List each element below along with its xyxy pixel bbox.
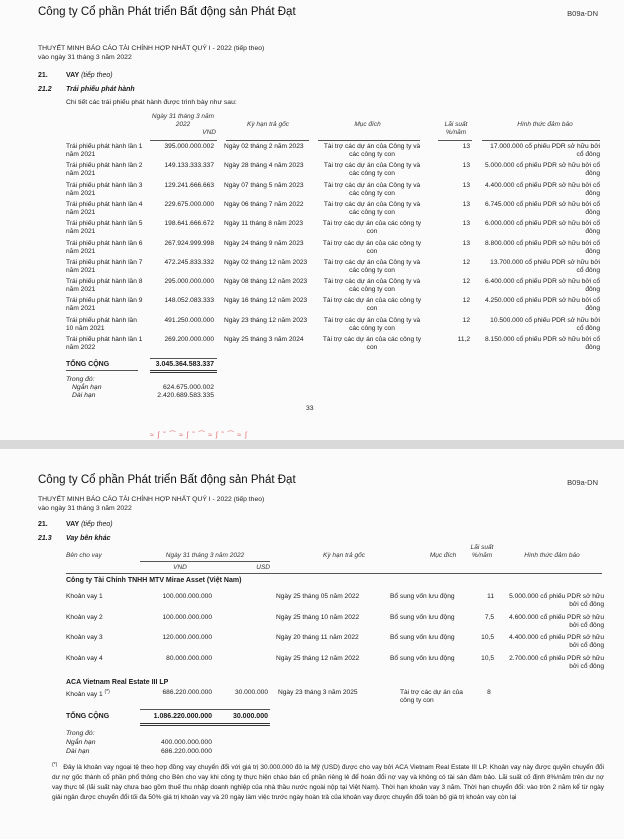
form-code: B09a-DN xyxy=(567,9,598,18)
section-title-text: VAY xyxy=(66,72,80,79)
header-term: Kỳ hạn trả gốc xyxy=(247,121,289,128)
bond-amount: 395.000.000.002 xyxy=(164,143,214,150)
subsection-title: Trái phiếu phát hành xyxy=(66,86,135,93)
bond-name: Trái phiếu phát hành lần 10 năm 2021 xyxy=(66,316,137,332)
stamp-residue: ≈ ʃ ˜ ⁀ ≈ ʃ ˜ ⁀ ≈ ʃ ˜ ⁀ ≈ ʃ xyxy=(150,432,248,439)
header-usd: USD xyxy=(256,564,270,571)
loan-term: Ngày 25 tháng 05 năm 2022 xyxy=(276,593,360,600)
footnote-mark: (*) xyxy=(52,762,58,768)
aca-loan-name xyxy=(66,689,110,699)
bond-rate: 12 xyxy=(462,297,470,305)
bond-purpose: Tài trợ các dự án của các công ty con xyxy=(322,220,422,236)
bond-amount: 491.250.000.000 xyxy=(164,316,214,324)
bond-rate: 13 xyxy=(462,162,470,170)
bond-purpose: Tài trợ các dự án của Công ty và các công ty con xyxy=(323,181,421,197)
total-top-rule xyxy=(140,709,270,710)
section-suffix: (tiếp theo) xyxy=(81,521,113,528)
subsection-title: Vay bên khác xyxy=(66,535,111,542)
short-term-amount: 400.000.000.000 xyxy=(160,739,212,746)
total-label: TỔNG CỘNG xyxy=(66,713,110,720)
header-amount-rule xyxy=(140,561,270,562)
bond-name: Trái phiếu phát hành lần 5 năm 2021 xyxy=(66,220,143,236)
loan-term: Ngày 25 tháng 10 năm 2022 xyxy=(276,613,360,621)
report-date: vào ngày 31 tháng 3 năm 2022 xyxy=(38,505,132,512)
bond-collateral: 17.000.000 cổ phiếu PDR sở hữu bởi cổ đông xyxy=(490,143,600,159)
bond-rate: 13 xyxy=(462,181,470,189)
loan-amount-vnd: 100.000.000.000 xyxy=(162,593,212,600)
bond-rate: 13 xyxy=(462,143,470,150)
short-term-label: Ngắn hạn xyxy=(72,384,102,391)
bond-term: Ngày 08 tháng 12 năm 2023 xyxy=(224,278,308,286)
loan-purpose: Bổ sung vốn lưu động xyxy=(390,593,455,600)
loan-name: Khoản vay 2 xyxy=(66,613,103,621)
bond-term: Ngày 28 tháng 4 năm 2023 xyxy=(224,162,304,170)
header-purpose: Mục đích xyxy=(429,552,457,559)
section-number: 21. xyxy=(38,521,48,528)
loan-amount-vnd: 100.000.000.000 xyxy=(162,613,212,621)
bond-amount: 148.052.083.333 xyxy=(164,297,214,305)
form-code: B09a-DN xyxy=(567,478,598,487)
header-amount-date: Ngày 31 tháng 3 năm 2022 xyxy=(151,113,215,129)
bond-amount: 229.675.000.000 xyxy=(164,200,214,208)
total-top-rule xyxy=(150,358,217,359)
bond-amount: 295.000.000.000 xyxy=(164,278,214,286)
of-which-label: Trong đó: xyxy=(66,730,95,737)
header-rate: Lãi suất %/năm xyxy=(470,544,494,560)
bond-purpose: Tài trợ các dự án của Công ty và các công ty con xyxy=(323,258,421,274)
bond-rate: 11,2 xyxy=(457,336,470,343)
header-purpose: Mục đích xyxy=(354,121,381,128)
document-page-2 xyxy=(0,449,624,839)
total-amount: 3.045.364.583.337 xyxy=(155,361,214,368)
header-amount-unit: VND xyxy=(202,129,216,137)
header-rule-collateral xyxy=(482,140,600,141)
loan-rate: 11 xyxy=(487,593,494,600)
footnote-text xyxy=(52,762,604,803)
long-term-amount: 2.420.689.583.335 xyxy=(157,392,214,399)
subsection-number: 21.2 xyxy=(38,86,52,93)
short-term-label: Ngắn hạn xyxy=(66,739,96,746)
intro-text: Chi tiết các trái phiếu phát hành được trình bày như sau: xyxy=(66,99,237,106)
loan-amount-vnd: 80.000.000.000 xyxy=(166,654,212,662)
bond-term: Ngày 06 tháng 7 năm 2022 xyxy=(224,200,304,208)
subsection-number: 21.3 xyxy=(38,535,52,542)
bond-collateral: 8.800.000 cổ phiếu PDR sở hữu bởi cổ đông xyxy=(485,239,600,255)
aca-loan-usd: 30.000.000 xyxy=(234,689,268,696)
company-name: Công ty Cổ phần Phát triển Bất động sản Phát Đạt xyxy=(38,474,296,486)
bond-collateral: 13.700.000 cổ phiếu PDR sở hữu bởi cổ đông xyxy=(490,258,600,274)
section-title xyxy=(66,521,113,529)
loan-purpose: Bổ sung vốn lưu động xyxy=(390,613,455,621)
bond-amount: 129.241.666.663 xyxy=(164,181,214,189)
header-amount xyxy=(150,113,216,137)
total-label: TỔNG CỘNG xyxy=(66,361,110,368)
of-which-label: Trong đó: xyxy=(66,376,95,383)
aca-loan-label: Khoản vay 1 xyxy=(66,691,103,699)
bond-term: Ngày 02 tháng 12 năm 2023 xyxy=(224,258,308,266)
aca-loan-mark: (*) xyxy=(104,689,110,695)
bond-name: Trái phiếu phát hành lần 7 năm 2021 xyxy=(66,258,143,274)
bond-term: Ngày 02 tháng 2 năm 2023 xyxy=(224,143,304,150)
loan-name: Khoản vay 3 xyxy=(66,634,103,641)
total-usd: 30.000.000 xyxy=(232,713,268,720)
report-title: THUYẾT MINH BÁO CÁO TÀI CHÍNH HỢP NHẤT QUÝ I - 2022 (tiếp theo) xyxy=(38,45,265,52)
bond-name: Trái phiếu phát hành lần 1 năm 2021 xyxy=(66,143,143,159)
aca-loan-rate: 8 xyxy=(487,689,491,696)
loan-term: Ngày 25 tháng 12 năm 2022 xyxy=(276,654,360,662)
loan-collateral: 2.700.000 cổ phiếu PDR sở hữu bởi cổ đông xyxy=(509,654,604,670)
header-amount: Ngày 31 tháng 3 năm 2022 xyxy=(165,552,245,559)
bond-purpose: Tài trợ các dự án của các công ty con xyxy=(322,336,422,352)
loan-name: Khoản vay 1 xyxy=(66,593,103,600)
loan-rate: 10,5 xyxy=(481,634,494,641)
bond-term: Ngày 24 tháng 9 năm 2023 xyxy=(224,239,304,247)
header-collateral: Hình thức đảm bảo xyxy=(517,121,573,128)
header-rule-purpose xyxy=(318,140,420,141)
section-title xyxy=(66,72,113,80)
lender-group-mirae: Công ty Tài Chính TNHH MTV Mirae Asset (Việt Nam) xyxy=(66,577,242,584)
aca-loan-purpose: Tài trợ các dự án của công ty con xyxy=(400,689,463,705)
loan-collateral: 5.000.000 cổ phiếu PDR sở hữu bởi cổ đông xyxy=(509,593,604,609)
bond-name: Trái phiếu phát hành lần 1 năm 2022 xyxy=(66,336,143,352)
long-term-label: Dài hạn xyxy=(72,392,96,399)
bond-collateral: 8.150.000 cổ phiếu PDR sở hữu bởi cổ đông xyxy=(485,336,600,352)
header-rule-rate xyxy=(438,140,472,141)
footnote xyxy=(52,762,604,803)
bond-purpose: Tài trợ các dự án của Công ty và các công ty con xyxy=(323,200,421,216)
bond-term: Ngày 11 tháng 8 năm 2023 xyxy=(224,220,304,228)
bond-term: Ngày 07 tháng 5 năm 2023 xyxy=(224,181,304,189)
loan-term: Ngày 20 tháng 11 năm 2022 xyxy=(276,634,359,641)
bond-amount: 269.200.000.000 xyxy=(164,336,214,343)
lender-group-aca: ACA Vietnam Real Estate III LP xyxy=(66,679,169,686)
loan-collateral: 4.400.000 cổ phiếu PDR sở hữu bởi cổ đông xyxy=(509,634,604,650)
bond-rate: 12 xyxy=(462,258,470,266)
bond-amount: 198.641.666.672 xyxy=(164,220,214,228)
header-collateral: Hình thức đảm bảo xyxy=(524,552,580,559)
report-date: vào ngày 31 tháng 3 năm 2022 xyxy=(38,54,132,61)
bond-collateral: 6.000.000 cổ phiếu PDR sở hữu bởi cổ đông xyxy=(485,220,600,236)
section-suffix: (tiếp theo) xyxy=(81,72,113,79)
header-lender: Bên cho vay xyxy=(66,552,102,559)
long-term-label: Dài hạn xyxy=(66,748,90,755)
company-name: Công ty Cổ phần Phát triển Bất động sản Phát Đạt xyxy=(38,6,296,18)
bond-rate: 13 xyxy=(462,239,470,247)
total-vnd: 1.086.220.000.000 xyxy=(153,713,212,720)
aca-loan-vnd: 686.220.000.000 xyxy=(162,689,212,696)
bond-rate: 12 xyxy=(462,278,470,286)
bond-name: Trái phiếu phát hành lần 2 năm 2021 xyxy=(66,162,143,178)
aca-loan-term: Ngày 23 tháng 3 năm 2025 xyxy=(278,689,358,696)
header-term: Kỳ hạn trả gốc xyxy=(323,552,365,559)
header-rule-amount xyxy=(150,140,217,141)
page-number: 33 xyxy=(306,405,314,412)
long-term-amount: 686.220.000.000 xyxy=(160,748,212,755)
loan-name: Khoản vay 4 xyxy=(66,654,103,662)
bond-name: Trái phiếu phát hành lần 6 năm 2021 xyxy=(66,239,143,255)
loan-amount-vnd: 120.000.000.000 xyxy=(162,634,212,641)
loan-purpose: Bổ sung vốn lưu động xyxy=(390,654,455,662)
bond-purpose: Tài trợ các dự án của Công ty và các công ty con xyxy=(323,316,421,332)
short-term-amount: 624.675.000.002 xyxy=(162,384,214,391)
loan-rate: 10,5 xyxy=(481,654,494,662)
bond-collateral: 4.250.000 cổ phiếu PDR sở hữu bởi cổ đông xyxy=(485,297,600,313)
bond-rate: 13 xyxy=(462,220,470,228)
loan-rate: 7,5 xyxy=(484,613,494,621)
bond-term: Ngày 23 tháng 12 năm 2023 xyxy=(224,316,308,324)
bond-name: Trái phiếu phát hành lần 3 năm 2021 xyxy=(66,181,143,197)
bond-name: Trái phiếu phát hành lần 9 năm 2021 xyxy=(66,297,143,313)
bond-rate: 13 xyxy=(462,200,470,208)
bond-purpose: Tài trợ các dự án của các công ty con xyxy=(322,297,422,313)
bond-term: Ngày 25 tháng 3 năm 2024 xyxy=(224,336,304,343)
bond-purpose: Tài trợ các dự án của Công ty và các công ty con xyxy=(323,278,421,294)
section-title-text: VAY xyxy=(66,521,80,528)
bond-collateral: 4.400.000 cổ phiếu PDR sở hữu bởi cổ đông xyxy=(485,181,600,197)
bond-purpose: Tài trợ các dự án của các công ty con xyxy=(322,239,422,255)
bond-name: Trái phiếu phát hành lần 8 năm 2021 xyxy=(66,278,143,294)
report-title: THUYẾT MINH BÁO CÁO TÀI CHÍNH HỢP NHẤT QUÝ I - 2022 (tiếp theo) xyxy=(38,496,265,503)
section-number: 21. xyxy=(38,72,48,79)
bond-amount: 149.133.333.337 xyxy=(164,162,214,170)
bond-amount: 267.924.999.998 xyxy=(164,239,214,247)
total-double-rule xyxy=(150,370,217,373)
bond-purpose: Tài trợ các dự án của Công ty và các công ty con xyxy=(323,143,421,159)
header-rate: Lãi suất %/năm xyxy=(444,121,468,137)
header-bottom-rule xyxy=(66,573,602,574)
footnote-body: Đây là khoản vay ngoại tệ theo hợp đồng vay chuyển đổi với giá trị 30.000.000 đô la Mỹ (USD) được cho vay bởi ACA Vietnam Real Estate III LP. Khoản vay này được quyền chuyển đổi dư nợ gốc thành cổ phần phổ thông cho Bên cho vay khi công ty thực hiện chào bán cổ phần riêng lẻ để hoán đổi nợ vay và không có tài sản đảm bảo. Lãi suất cố định 8%/năm trên dư nợ vay thực tế (lãi suất này chưa bao gồm thuế thu nhập doanh nghiệp của nhà thầu nước ngoài nộp tại Việt Nam). Thời hạn khoản vay 3 năm. Thời hạn chuyển đổi: vào tròn 2 năm kể từ ngày giải ngân được chuyển đổi tối đa 50% giá trị khoản vay và 20 ngày làm việc trước ngày hoàn trả của khoản vay được chuyển đổi toàn bộ giá trị khoản vay còn lại xyxy=(52,764,604,802)
header-rule-term xyxy=(226,140,309,141)
total-label-rule xyxy=(66,370,138,371)
bond-amount: 472.245.833.332 xyxy=(164,258,214,266)
bond-purpose: Tài trợ các dự án của Công ty và các công ty con xyxy=(323,162,421,178)
bond-rate: 12 xyxy=(462,316,470,324)
loan-purpose: Bổ sung vốn lưu động xyxy=(390,634,455,641)
bond-term: Ngày 16 tháng 12 năm 2023 xyxy=(224,297,308,305)
loan-collateral: 4.600.000 cổ phiếu PDR sở hữu bởi cổ đông xyxy=(509,613,604,629)
header-vnd: VND xyxy=(173,564,187,571)
bond-collateral: 10.500.000 cổ phiếu PDR sở hữu bởi cổ đông xyxy=(490,316,600,332)
bond-collateral: 6.400.000 cổ phiếu PDR sở hữu bởi cổ đông xyxy=(485,278,600,294)
total-double-rule xyxy=(140,723,270,726)
bond-collateral: 6.745.000 cổ phiếu PDR sở hữu bởi cổ đông xyxy=(485,200,600,216)
bond-name: Trái phiếu phát hành lần 4 năm 2021 xyxy=(66,200,143,216)
bond-collateral: 5.000.000 cổ phiếu PDR sở hữu bởi cổ đông xyxy=(485,162,600,178)
